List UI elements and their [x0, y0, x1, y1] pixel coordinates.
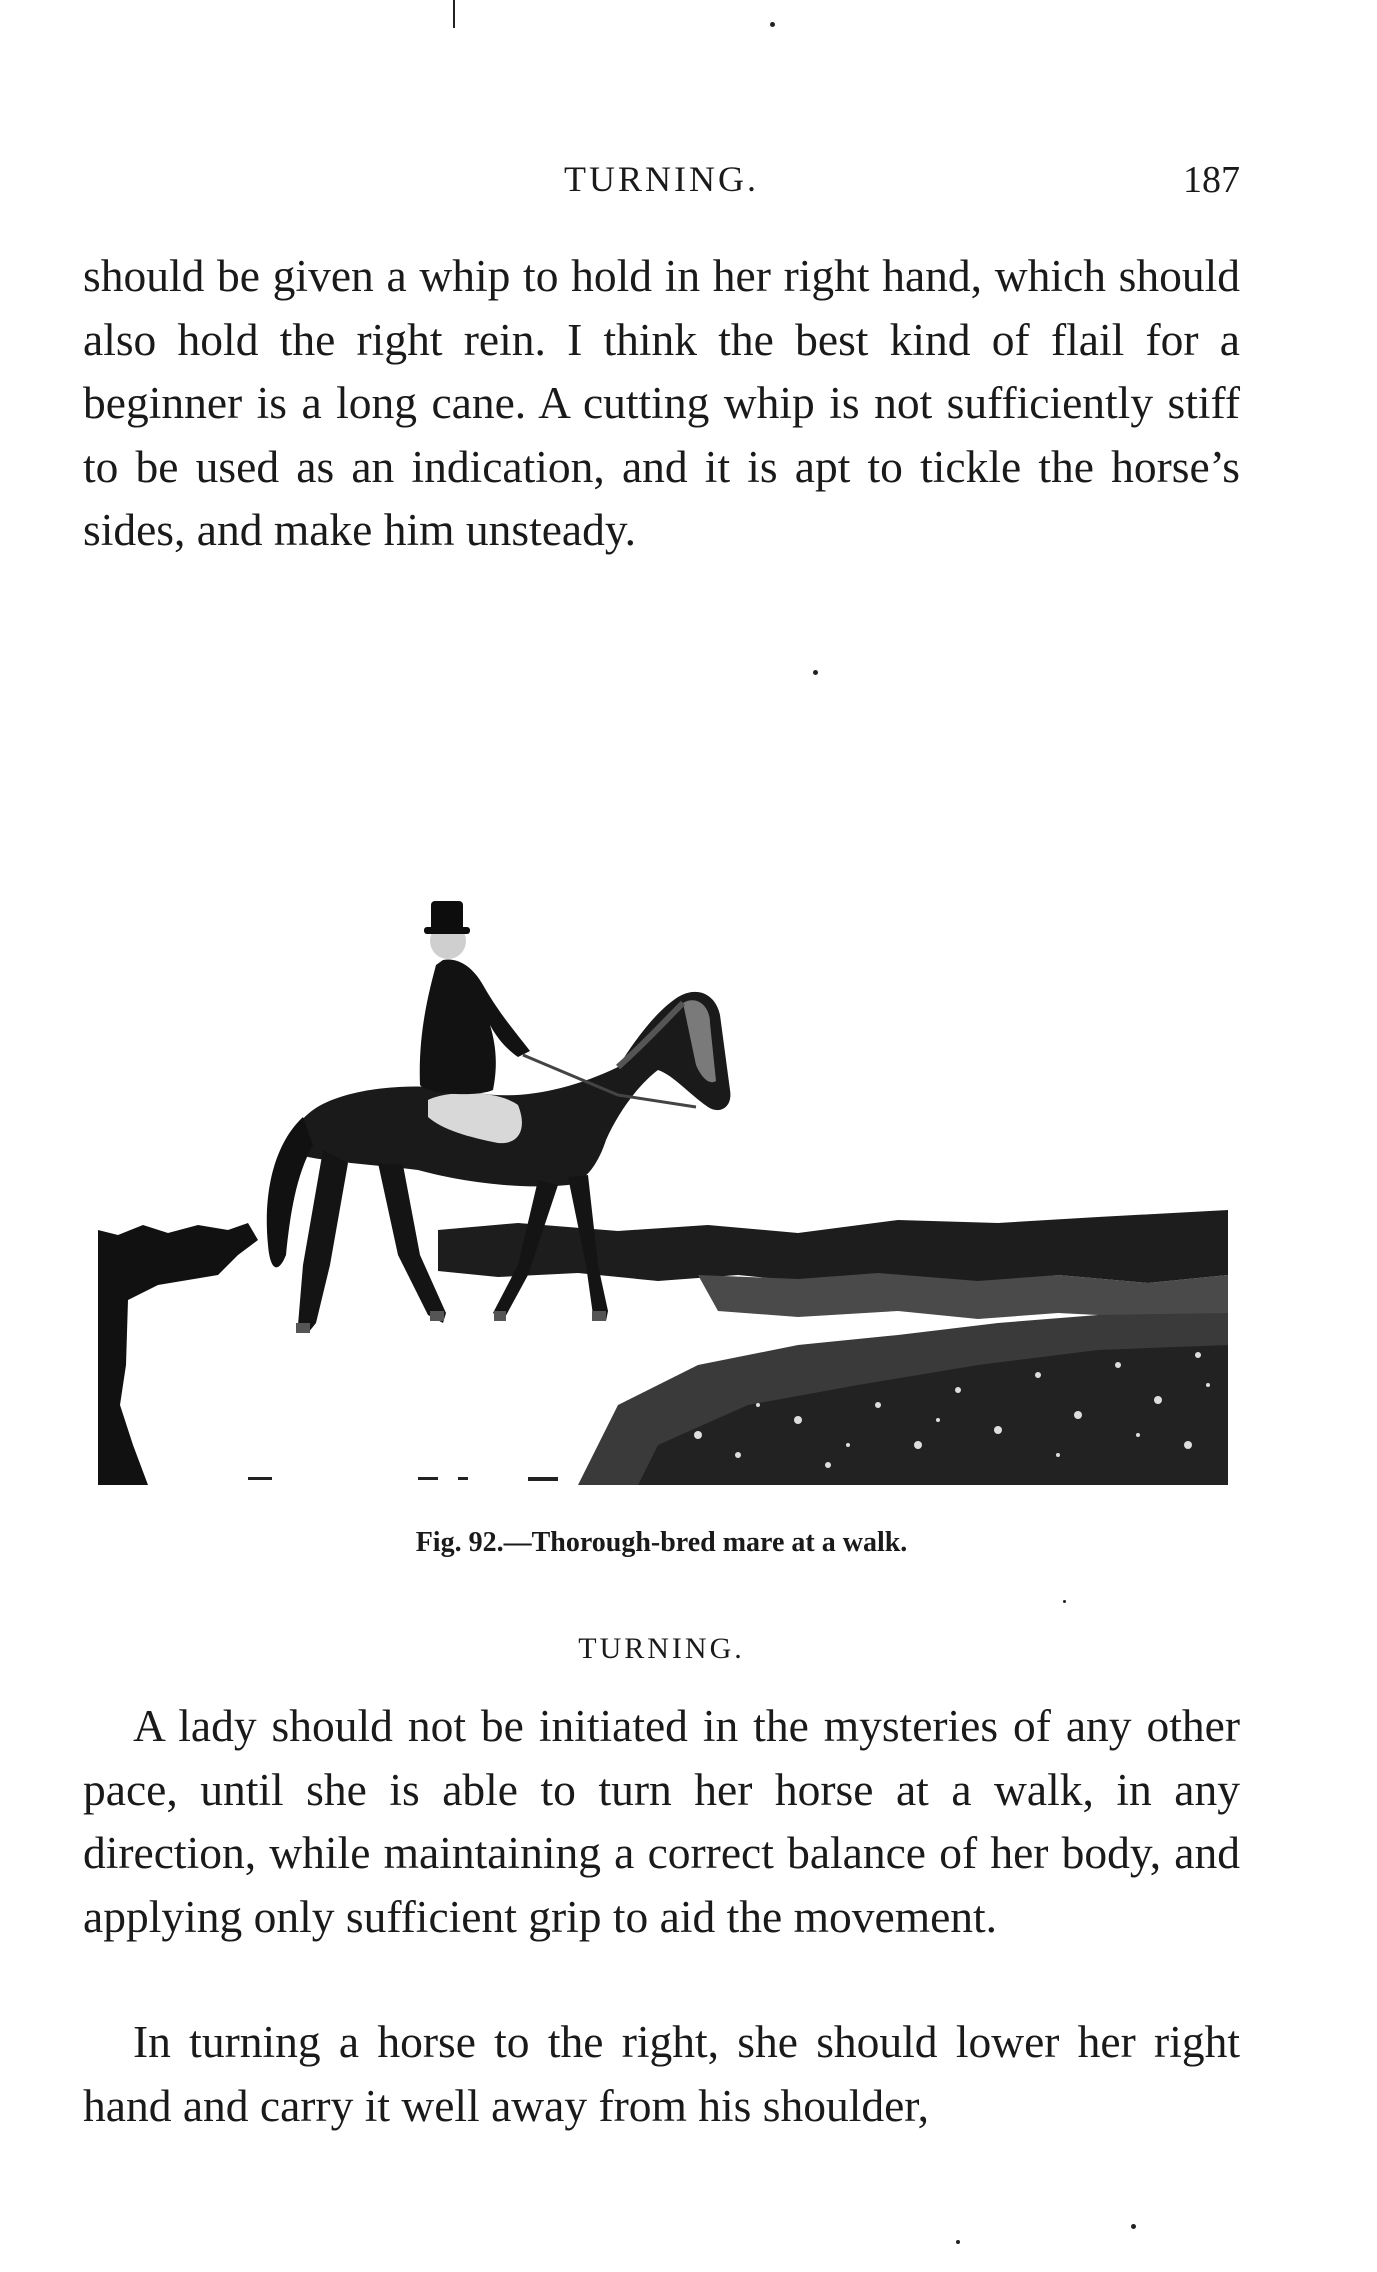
section-heading: TURNING. [578, 1632, 745, 1665]
scan-speck [1131, 2224, 1136, 2229]
paragraph-2: A lady should not be initiated in the mysteries of any other pace, until she is able to turn her horse at a walk, in any direction, while maintaining a correct balance of her body, and applying only sufficient grip to aid the movement. [83, 1700, 1240, 1942]
page-number: 187 [1183, 159, 1240, 201]
horse-rider-illustration [98, 845, 1228, 1485]
figure-caption: Fig. 92.—Thorough-bred mare at a walk. [415, 1527, 908, 1558]
scan-speck [1063, 1600, 1066, 1603]
scan-mark [453, 0, 455, 28]
running-head [83, 158, 1240, 208]
scan-speck [770, 22, 775, 27]
scan-speck [813, 670, 818, 675]
paragraph-1: should be given a whip to hold in her right hand, which should also hold the right rein. I think the best kind of flail for a beginner is a long cane. A cutting whip is not sufficiently stiff to be used as an indication, and it is apt to tickle the horse’s sides, and make him unsteady. [83, 250, 1240, 555]
scan-speck [956, 2240, 960, 2244]
paragraph-3: In turning a horse to the right, she should lower her right hand and carry it well away from his shoulder, [83, 2016, 1240, 2131]
running-title: TURNING. [564, 159, 759, 199]
figure-horse-photo [98, 845, 1228, 1485]
